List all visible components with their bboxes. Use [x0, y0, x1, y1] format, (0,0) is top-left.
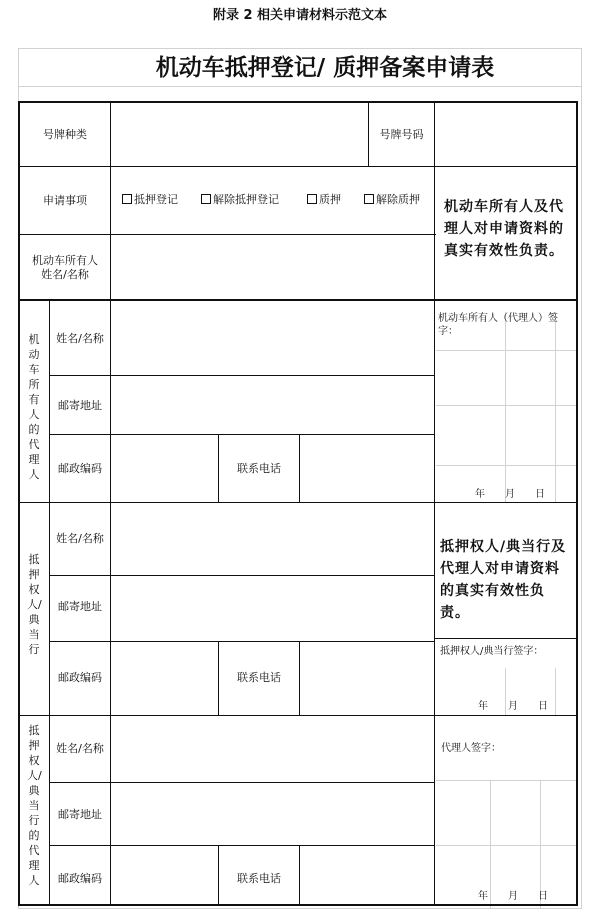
grid-line [436, 465, 576, 466]
mortgagee-agent-postcode-label: 邮政编码 [58, 872, 102, 885]
cell-border [110, 301, 111, 904]
owner-agent-sign-label: 机动车所有人（代理人）签字： [438, 313, 558, 337]
grid-line [540, 780, 541, 908]
table-left-border [18, 101, 20, 906]
cell-border [299, 434, 300, 502]
cell-border [110, 101, 111, 300]
mortgagee-phone-label: 联系电话 [237, 671, 281, 684]
owner-name-label-line2: 姓名/名称 [41, 268, 89, 281]
owner-agent-section-label: 机动车所有人的代理人 [28, 333, 40, 481]
cell-border [49, 782, 435, 783]
cell-border [434, 638, 578, 639]
cell-border [434, 301, 435, 904]
cell-border [49, 375, 435, 376]
mortgagee-agent-phone-label: 联系电话 [237, 872, 281, 885]
plate-type-label: 号牌种类 [43, 128, 87, 141]
owner-agent-name-label: 姓名/名称 [56, 332, 104, 345]
mortgagee-postcode-field[interactable] [112, 643, 217, 714]
cell-border [18, 166, 578, 167]
owner-agent-phone-field[interactable] [301, 436, 433, 501]
mortgagee-postcode-label: 邮政编码 [58, 671, 102, 684]
mortgagee-agent-name-field[interactable] [112, 718, 432, 781]
section-border [18, 299, 578, 301]
apply-item-label: 申请事项 [43, 194, 87, 207]
owner-agent-name-field[interactable] [112, 303, 432, 373]
grid-line [436, 350, 576, 351]
cell-border [434, 166, 435, 300]
mortgagee-agent-postcode-field[interactable] [112, 847, 217, 903]
cell-border [299, 641, 300, 715]
grid-line [490, 780, 491, 908]
cell-border [49, 845, 435, 846]
option-release-mortgage[interactable]: 解除抵押登记 [201, 193, 279, 206]
cell-border [49, 641, 435, 642]
section-border [18, 715, 578, 716]
plate-type-field[interactable] [112, 104, 367, 165]
option-mortgage-register[interactable]: 抵押登记 [122, 193, 178, 206]
mortgagee-responsibility-note: 抵押权人/典当行及代理人对申请资料的真实有效性负责。 [440, 539, 567, 621]
table-top-border [18, 101, 578, 103]
mortgagee-agent-section-label: 抵押权人/典当行的代理人 [27, 724, 42, 887]
mortgagee-sign-date: 年 月 日 [478, 701, 548, 712]
table-bottom-border [18, 904, 578, 906]
form-title: 机动车抵押登记/ 质押备案申请表 [155, 55, 495, 81]
mortgagee-phone-field[interactable] [301, 643, 433, 714]
grid-line [555, 668, 556, 716]
owner-responsibility-note: 机动车所有人及代理人对申请资料的真实有效性负责。 [444, 199, 564, 259]
table-right-border [576, 101, 578, 906]
owner-name-label-line1: 机动车所有人 [32, 254, 98, 267]
mortgagee-agent-address-field[interactable] [112, 784, 432, 844]
owner-agent-postcode-field[interactable] [112, 436, 217, 501]
mortgagee-name-field[interactable] [112, 505, 432, 574]
section-border [18, 502, 578, 503]
mortgagee-agent-name-label: 姓名/名称 [56, 742, 104, 755]
grid-line [436, 845, 576, 846]
mortgagee-address-label: 邮寄地址 [58, 600, 102, 613]
cell-border [434, 101, 435, 167]
mortgagee-section-label: 抵押权人/典当行 [27, 553, 42, 656]
mortgagee-agent-address-label: 邮寄地址 [58, 808, 102, 821]
cell-border [49, 575, 435, 576]
owner-name-field[interactable] [112, 237, 432, 299]
owner-agent-address-field[interactable] [112, 377, 432, 433]
mortgagee-agent-phone-field[interactable] [301, 847, 433, 903]
option-pledge[interactable]: 质押 [307, 193, 341, 206]
grid-line [505, 312, 506, 502]
owner-agent-phone-label: 联系电话 [237, 462, 281, 475]
mortgagee-sign-label: 抵押权人/典当行签字： [440, 646, 544, 657]
grid-line [436, 780, 576, 781]
option-release-pledge[interactable]: 解除质押 [364, 193, 420, 206]
mortgagee-name-label: 姓名/名称 [56, 532, 104, 545]
mortgagee-agent-sign-label: 代理人签字： [441, 743, 501, 754]
owner-agent-sign-date: 年 月 日 [475, 489, 545, 500]
owner-agent-address-label: 邮寄地址 [58, 399, 102, 412]
grid-line [18, 908, 582, 909]
cell-border [49, 434, 435, 435]
grid-line [436, 405, 576, 406]
mortgagee-agent-sign-date: 年 月 日 [478, 891, 548, 902]
grid-line [18, 48, 582, 49]
cell-border [299, 845, 300, 904]
grid-line [18, 86, 582, 87]
owner-agent-postcode-label: 邮政编码 [58, 462, 102, 475]
appendix-header: 附录 2 相关申请材料示范文本 [212, 8, 388, 23]
plate-number-field[interactable] [436, 104, 574, 165]
plate-number-label: 号牌号码 [379, 128, 424, 141]
mortgagee-address-field[interactable] [112, 577, 432, 640]
grid-line [555, 312, 556, 502]
cell-border [18, 234, 436, 235]
grid-line [581, 48, 582, 908]
